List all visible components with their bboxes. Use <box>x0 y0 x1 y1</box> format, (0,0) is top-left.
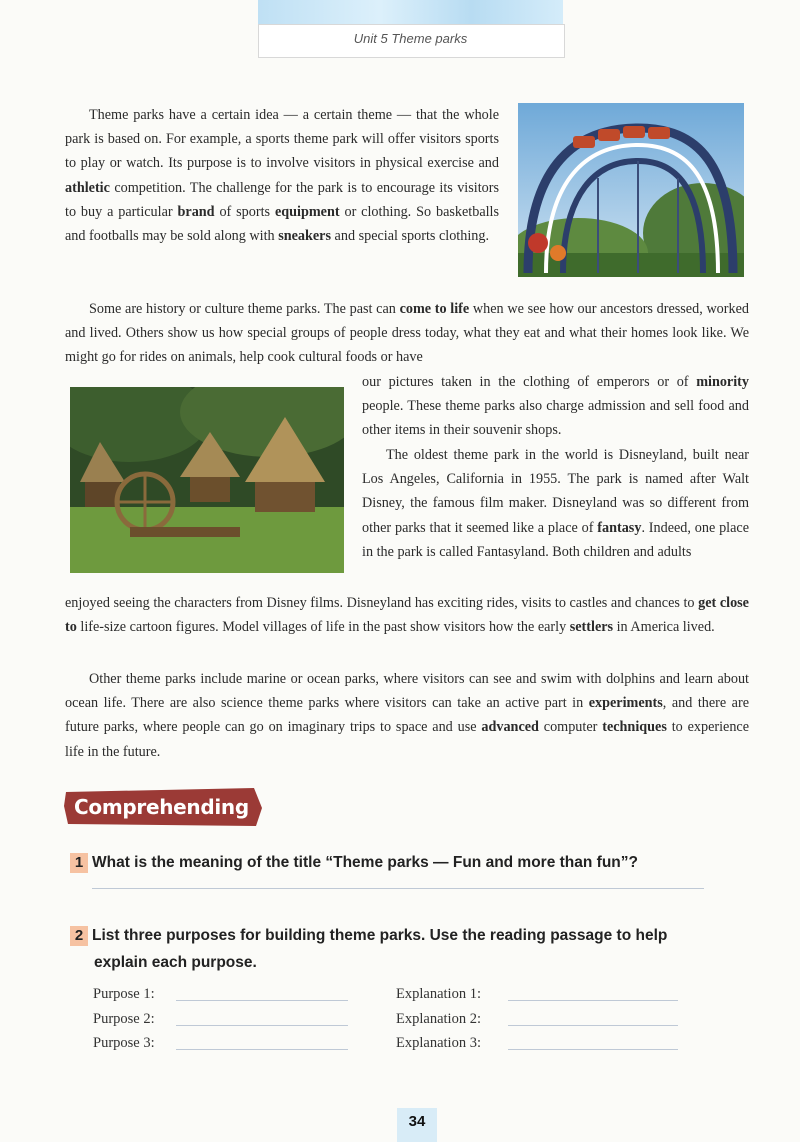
key-word: advanced <box>481 719 539 736</box>
explanation-answer-line-1[interactable] <box>508 1000 678 1001</box>
question-2-text-line2: explain each purpose. <box>94 954 257 971</box>
passage-paragraph-2: Some are history or culture theme parks. The past can come to life when we see how our ancestors dressed, worked and lived. Others show us how special groups of people dress today, what they eat and what their homes look like. We might go for rides on animals, help cook cultural foods or have <box>65 301 749 366</box>
key-word: come to life <box>399 301 470 317</box>
key-word: brand <box>177 203 215 220</box>
passage-paragraph-3: our pictures taken in the clothing of emperors or of minority people. These theme parks also charge admission and sell food and other items in their souvenir shops. <box>362 374 749 439</box>
purpose-label-1: Purpose 1: <box>93 986 155 1002</box>
purpose-answer-line-2[interactable] <box>176 1025 348 1026</box>
explanation-label-3: Explanation 3: <box>396 1035 481 1051</box>
key-word: athletic <box>65 179 110 196</box>
question-2 <box>70 922 760 976</box>
section-title: Comprehending <box>74 795 249 819</box>
question-2-text-line1: List three purposes for building theme parks. Use the reading passage to help <box>92 927 668 944</box>
key-word: minority <box>696 374 749 390</box>
purpose-answer-line-3[interactable] <box>176 1049 348 1050</box>
page-number: 34 <box>408 1113 426 1130</box>
purpose-label-2: Purpose 2: <box>93 1011 155 1027</box>
key-word: sneakers <box>278 228 331 245</box>
unit-title: Unit 5 Theme parks <box>353 31 468 46</box>
question-number-badge: 1 <box>70 853 88 873</box>
question-number-badge: 2 <box>70 926 88 946</box>
explanation-answer-line-3[interactable] <box>508 1049 678 1050</box>
header-decorative-band <box>258 0 563 24</box>
key-word: techniques <box>602 719 667 736</box>
key-word: experiments <box>588 695 663 712</box>
passage-paragraph-5: enjoyed seeing the characters from Disney films. Disneyland has exciting rides, visits to castles and chances to get close to life-size cartoon figures. Model villages of life in the past show visitors how the early settlers in America lived. <box>65 595 749 636</box>
answer-line-1[interactable] <box>92 888 704 889</box>
key-word: settlers <box>569 619 614 636</box>
question-1 <box>70 849 638 876</box>
key-word: equipment <box>274 203 340 220</box>
explanation-label-2: Explanation 2: <box>396 1011 481 1027</box>
question-1-text: What is the meaning of the title “Theme parks — Fun and more than fun”? <box>92 854 638 871</box>
village-huts-photo <box>70 387 344 573</box>
roller-coaster-photo <box>518 103 744 277</box>
passage-paragraph-1: Theme parks have a certain idea — a certain theme — that the whole park is based on. For example, a sports theme park will offer visitors sports to play or watch. Its purpose is to involve visitors in physical exercise and athletic competition. The challenge for the park is to encourage its visitors to buy a particular brand of sports equipment or clothing. So basketballs and footballs may be sold along with sneakers and special sports clothing. <box>65 107 500 245</box>
key-word: get close to <box>65 595 749 636</box>
explanation-answer-line-2[interactable] <box>508 1025 678 1026</box>
passage-paragraph-6: Other theme parks include marine or ocean parks, where visitors can see and swim with dolphins and learn about ocean life. There are also science theme parks where visitors can take an active part in experiments, and there are future parks, where people can go on imaginary trips to space and use advanced computer techniques to experience life in the future. <box>65 671 750 760</box>
purpose-answer-line-1[interactable] <box>176 1000 348 1001</box>
purpose-label-3: Purpose 3: <box>93 1035 155 1051</box>
passage-paragraph-4: The oldest theme park in the world is Disneyland, built near Los Angeles, California in 1955. The park is named after Walt Disney, the famous film maker. Disneyland was so different from other parks that it seemed like a place of fantasy. Indeed, one place in the park is called Fantasyland. Both children and adults <box>362 447 749 560</box>
key-word: fantasy <box>597 519 642 536</box>
explanation-label-1: Explanation 1: <box>396 986 481 1002</box>
